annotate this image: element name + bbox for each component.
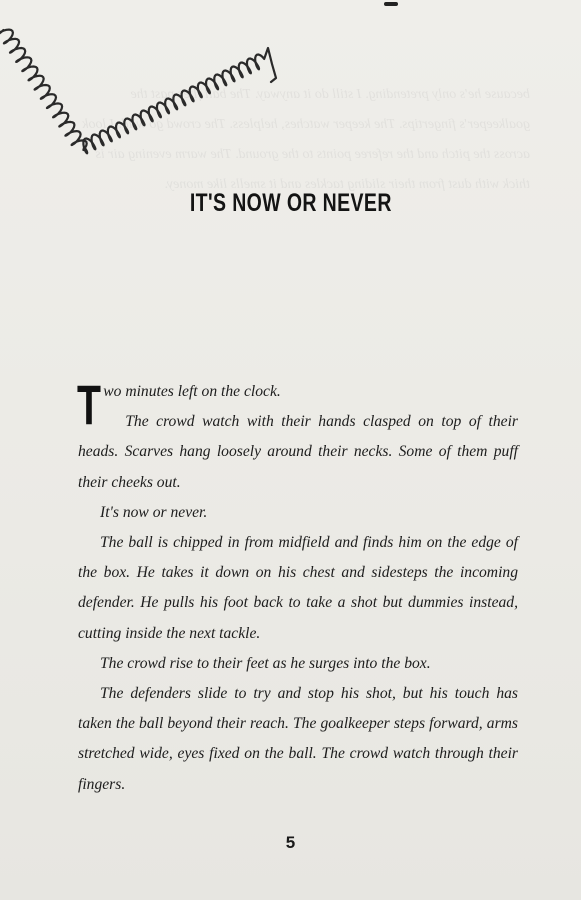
paragraph: The defenders slide to try and stop his shot, but his touch has taken the ball beyond their reach. The goalkeeper steps forward, arms stretched wide, eyes fixed on the ball. The crowd watch through their fingers. xyxy=(78,685,518,793)
paragraph: The crowd watch with their hands clasped on top of their heads. Scarves hang loosely around their necks. Some of them puff their cheeks out. xyxy=(78,413,518,491)
chapter-title: IT'S NOW OR NEVER xyxy=(189,189,392,217)
page-number: 5 xyxy=(285,833,296,852)
ink-mark xyxy=(384,2,398,6)
drop-cap: T xyxy=(77,373,101,436)
chapter-body xyxy=(77,373,518,800)
bleed-through-text: because he's only pretending. I still do it anyway. The ball flies past the goalkeeper's fingertips. The keeper watches, helpless. The crowd go wild. I look across the pitch and the referee points to the ground. The warm evening air is thick with dust from their sliding tackles and it smells like money. xyxy=(82,87,530,192)
paragraph: The crowd rise to their feet as he surges into the box. xyxy=(100,654,431,672)
paragraph: The ball is chipped in from midfield and finds him on the edge of the box. He takes it down on his chest and sidesteps the incoming defender. He pulls his foot back to take a shot but dummies instead, cutting inside the next tackle. xyxy=(78,534,518,642)
coiled-line-icon xyxy=(0,20,290,170)
paragraph: Two minutes left on the clock. xyxy=(77,373,281,436)
paragraph: It's now or never. xyxy=(100,503,208,521)
